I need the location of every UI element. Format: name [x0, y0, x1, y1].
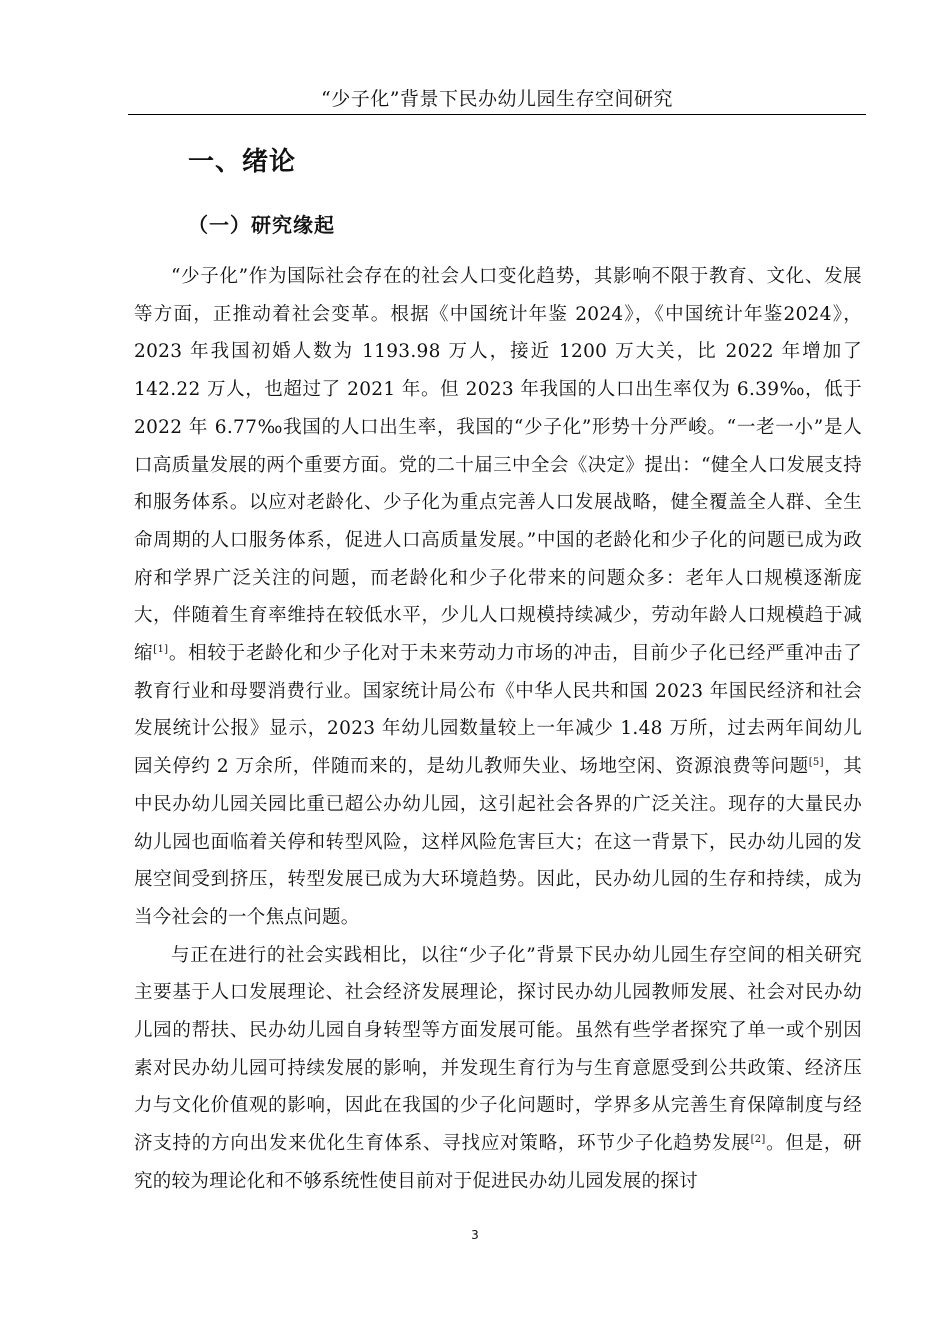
citation: [5] — [808, 757, 824, 769]
citation: [1] — [153, 644, 169, 656]
text-run: “少子化”作为国际社会存在的社会人口变化趋势，其影响不限于教育、文化、发展等方面，正推动着社会变革。根据《中国统计年鉴 2024》，《中国统计年鉴2024》，2023 年我国初婚人数为 1193.98 万人，接近 1200 万大关，比 2022 年增加了 142.22 万人，也超过了 2021 年。但 2023 年我国的人口出生率仅为 6.39‰，低于 2022 年 6.77‰我国的人口出生率，我国的“少子化”形势十分严峻。“一老一小”是人口高质量发展的两个重要方面。党的二十届三中全会《决定》提出：“健全人口发展支持和服务体系。以应对老龄化、少子化为重点完善人口发展战略，健全覆盖全人群、全生命周期的人口服务体系，促进人口高质量发展。”中国的老龄化和少子化的问题已成为政府和学界广泛关注的问题，而老龄化和少子化带来的问题众多：老年人口规模逐渐庞大，伴随着生育率维持在较低水平，少儿人口规模持续减少，劳动年龄人口规模趋于减缩 — [134, 266, 862, 665]
chapter-heading: 一、绪论 — [188, 147, 297, 177]
text-run: 。但是，研究的较为理论化和不够系统性使目前对于促进民办幼儿园发展的探讨 — [134, 1133, 862, 1192]
body-text — [134, 258, 862, 1201]
text-run: ，其中民办幼儿园关园比重已超公办幼儿园，这引起社会各界的广泛关注。现存的大量民办幼儿园也面临着关停和转型风险，这样风险危害巨大；在这一背景下，民办幼儿园的发展空间受到挤压，转型发展已成为大环境趋势。因此，民办幼儿园的生存和持续，成为当今社会的一个焦点问题。 — [134, 756, 862, 928]
citation: [2] — [750, 1134, 766, 1146]
text-run: 与正在进行的社会实践相比，以往“少子化”背景下民办幼儿园生存空间的相关研究主要基于人口发展理论、社会经济发展理论，探讨民办幼儿园教师发展、社会对民办幼儿园的帮扶、民办幼儿园自身转型等方面发展可能。虽然有些学者探究了单一或个别因素对民办幼儿园可持续发展的影响，并发现生育行为与生育意愿受到公共政策、经济压力与文化价值观的影响，因此在我国的少子化问题时，学界多从完善生育保障制度与经济支持的方向出发来优化生育体系、寻找应对策略，环节少子化趋势发展 — [134, 944, 862, 1155]
running-header: “少子化”背景下民办幼儿园生存空间研究 — [321, 88, 673, 110]
header-rule — [128, 114, 866, 115]
text-run: 。相较于老龄化和少子化对于未来劳动力市场的冲击，目前少子化已经严重冲击了教育行业和母婴消费行业。国家统计局公布《中华人民共和国 2023 年国民经济和社会发展统计公报》显示，2023 年幼儿园数量较上一年减少 1.48 万所，过去两年间幼儿园关停约 2 万余所，伴随而来的，是幼儿教师失业、场地空闲、资源浪费等问题 — [134, 643, 862, 778]
page-number: 3 — [471, 1228, 479, 1242]
section-heading: （一）研究缘起 — [188, 213, 335, 237]
paragraph — [134, 937, 862, 1201]
paragraph — [134, 258, 862, 937]
